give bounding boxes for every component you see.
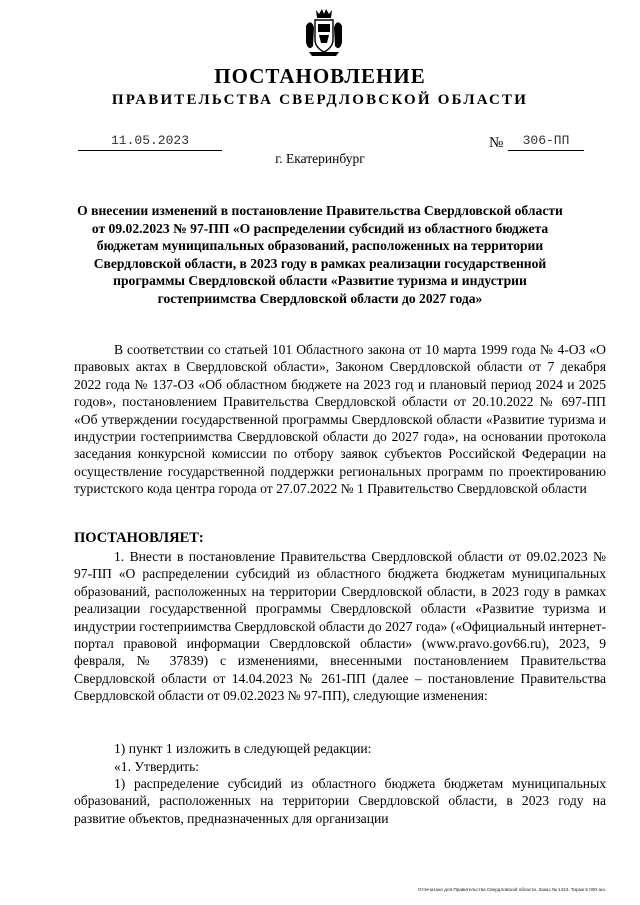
decree-word: ПОСТАНОВЛЯЕТ: bbox=[74, 530, 204, 546]
item-1-paragraph: 1. Внести в постановление Правительства Свердловской области от 09.02.2023 № 97-ПП «О распределении субсидий из областного бюджета бюджетам муниципальных образований, расположенных на территории Свердловской области, в 2023 году в рамках реализации государственной программы Свердловской области «Развитие туризма и индустрии гостеприимства Свердловской области до 2027 года» («Официальный интернет-портал правовой информации Свердловской области» (www.pravo.gov66.ru), 2023, 9 февраля, № 37839) с изменениями, внесенными постановлением Правительства Свердловской области от 14.04.2023 № 261-ПП (далее – постановление Правительства Свердловской области от 09.02.2023 № 97-ПП), следующие изменения: bbox=[74, 549, 606, 704]
document-heading: О внесении изменений в постановление Правительства Свердловской области от 09.02.2023 № 97-ПП «О распределении субсидий из областного бюджета бюджетам муниципальных образований, расположенных на территории Свердловской области, в 2023 году в рамках реализации государственной программы Свердловской области «Развитие туризма и индустрии гостеприимства Свердловской области до 2027 года» bbox=[77, 203, 563, 306]
document-number: 306-ПП bbox=[508, 133, 584, 151]
number-sign: № bbox=[489, 135, 504, 151]
city-line: г. Екатеринбург bbox=[275, 151, 365, 166]
issuing-authority: ПРАВИТЕЛЬСТВА СВЕРДЛОВСКОЙ ОБЛАСТИ bbox=[111, 92, 529, 108]
document-type-title: ПОСТАНОВЛЕНИЕ bbox=[214, 64, 426, 88]
preamble-paragraph: В соответствии со статьей 101 Областного закона от 10 марта 1999 года № 4-ОЗ «О правовых актах в Свердловской области», Законом Свердловской области от 7 декабря 2022 года № 137-ОЗ «Об областном бюджете на 2023 год и плановый период 2024 и 2025 годов», постановлением Правительства Свердловской области от 20.10.2022 № 697-ПП «Об утверждении государственной программы Свердловской области «Развитие туризма и индустрии гостеприимства Свердловской области до 2027 года», на основании протокола заседания конкурсной комиссии по отбору заявок субъектов Российской Федерации на осуществление государственной поддержки региональных программ по проектированию туристского кода центра города от 27.07.2022 № 1 Правительство Свердловской области bbox=[74, 342, 606, 497]
coat-of-arms-icon bbox=[303, 8, 345, 58]
sub-item-1: 1) пункт 1 изложить в следующей редакции: bbox=[114, 741, 372, 756]
print-footer-note: Отпечатано для Правительства Свердловской области. Заказ № 1424. Тираж 5 000 экз. bbox=[417, 887, 606, 892]
quote-item-1: «1. Утвердить: bbox=[114, 759, 200, 774]
document-date: 11.05.2023 bbox=[78, 133, 222, 151]
quote-sub-item-1: 1) распределение субсидий из областного бюджета бюджетам муниципальных образований, расположенных на территории Свердловской области, в 2023 году на развитие объектов, предназначенных для организации bbox=[74, 776, 606, 826]
